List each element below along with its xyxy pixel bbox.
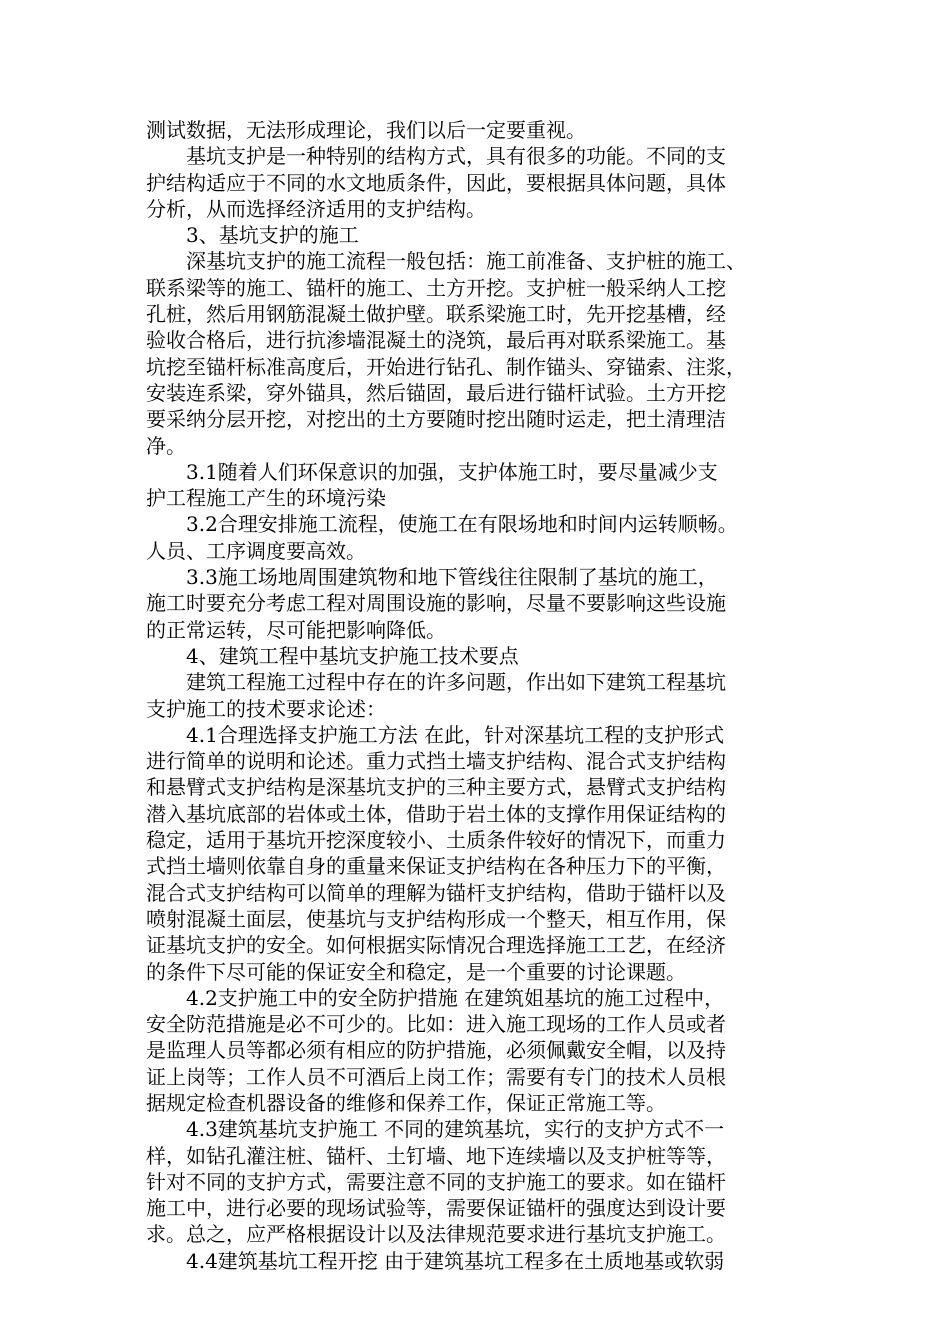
text-line: 人员、工序调度要高效。 (146, 538, 366, 563)
section-heading: 3、基坑支护的施工 (146, 223, 359, 248)
text-line: 护结构适应于不同的水文地质条件，因此，要根据具体问题，具体 (146, 170, 726, 195)
text-line: 潜入基坑底部的岩体或土体，借助于岩土体的支撑作用保证结构的 (146, 801, 726, 826)
text-line: 净。 (146, 433, 186, 458)
text-line: 孔桩，然后用钢筋混凝土做护壁。联系梁施工时，先开挖基槽，经 (146, 302, 726, 327)
text-line: 证基坑支护的安全。如何根据实际情况合理选择施工工艺，在经济 (146, 933, 726, 958)
text-line: 的条件下尽可能的保证安全和稳定，是一个重要的讨论课题。 (146, 959, 686, 984)
text-line: 联系梁等的施工、锚杆的施工、土方开挖。支护桩一般采纳人工挖 (146, 275, 726, 300)
section-heading: 4、建筑工程中基坑支护施工技术要点 (146, 643, 519, 668)
text-line: 分析，从而选择经济适用的支护结构。 (146, 196, 486, 221)
text-line: 要采纳分层开挖，对挖出的土方要随时挖出随时运走，把土清理洁 (146, 407, 726, 432)
text-line: 求。总之，应严格根据设计以及法律规范要求进行基坑支护施工。 (146, 1222, 726, 1247)
text-line: 安装连系梁，穿外锚具，然后锚固，最后进行锚杆试验。土方开挖 (146, 380, 726, 405)
text-line: 安全防范措施是必不可少的。比如：进入施工现场的工作人员或者 (146, 1012, 726, 1037)
text-line: 坑挖至锚杆标准高度后，开始进行钻孔、制作锚头、穿锚索、注浆， (146, 354, 746, 379)
text-line: 针对不同的支护方式，需要注意不同的支护施工的要求。如在锚杆 (146, 1169, 726, 1194)
text-line: 证上岗等；工作人员不可酒后上岗工作；需要有专门的技术人员根 (146, 1064, 726, 1089)
document-body (146, 117, 810, 1274)
text-line: 样，如钻孔灌注桩、锚杆、土钉墙、地下连续墙以及支护桩等等， (146, 1143, 726, 1168)
text-line: 验收合格后，进行抗渗墙混凝土的浇筑，最后再对联系梁施工。基 (146, 328, 726, 353)
text-line: 和悬臂式支护结构是深基坑支护的三种主要方式，悬臂式支护结构 (146, 775, 726, 800)
text-line: 3.2合理安排施工流程，使施工在有限场地和时间内运转顺畅。 (146, 512, 738, 537)
text-line: 基坑支护是一种特别的结构方式，具有很多的功能。不同的支 (146, 144, 726, 169)
text-line: 是监理人员等都必须有相应的防护措施，必须佩戴安全帽，以及持 (146, 1038, 726, 1063)
text-line: 式挡土墙则依靠自身的重量来保证支护结构在各种压力下的平衡， (146, 854, 726, 879)
text-line: 喷射混凝土面层，使基坑与支护结构形成一个整天，相互作用，保 (146, 906, 726, 931)
text-line: 的正常运转，尽可能把影响降低。 (146, 617, 446, 642)
text-line: 测试数据，无法形成理论，我们以后一定要重视。 (146, 118, 586, 142)
text-line: 混合式支护结构可以简单的理解为锚杆支护结构，借助于锚杆以及 (146, 880, 726, 905)
text-line: 4.2支护施工中的安全防护措施 在建筑姐基坑的施工过程中， (146, 985, 725, 1010)
text-line: 3.3施工场地周围建筑物和地下管线往往限制了基坑的施工， (146, 565, 718, 590)
text-line: 支护施工的技术要求论述： (146, 696, 386, 721)
text-line: 建筑工程施工过程中存在的许多问题，作出如下建筑工程基坑 (146, 670, 726, 695)
text-line: 施工时要充分考虑工程对周围设施的影响，尽量不要影响这些设施 (146, 591, 726, 616)
text-line: 稳定，适用于基坑开挖深度较小、土质条件较好的情况下，而重力 (146, 828, 726, 853)
text-line: 3.1随着人们环保意识的加强，支护体施工时，要尽量减少支 (146, 459, 718, 484)
text-line: 进行简单的说明和论述。重力式挡土墙支护结构、混合式支护结构 (146, 749, 726, 774)
text-line: 4.4建筑基坑工程开挖 由于建筑基坑工程多在土质地基或软弱 (146, 1248, 725, 1273)
text-line: 深基坑支护的施工流程一般包括：施工前准备、支护桩的施工、 (146, 249, 746, 274)
text-line: 据规定检查机器设备的维修和保养工作，保证正常施工等。 (146, 1090, 666, 1115)
text-line: 施工中，进行必要的现场试验等，需要保证锚杆的强度达到设计要 (146, 1196, 726, 1221)
text-line: 护工程施工产生的环境污染 (146, 486, 386, 511)
text-line: 4.1合理选择支护施工方法 在此，针对深基坑工程的支护形式 (146, 722, 725, 747)
text-line: 4.3建筑基坑支护施工 不同的建筑基坑，实行的支护方式不一 (146, 1117, 725, 1142)
